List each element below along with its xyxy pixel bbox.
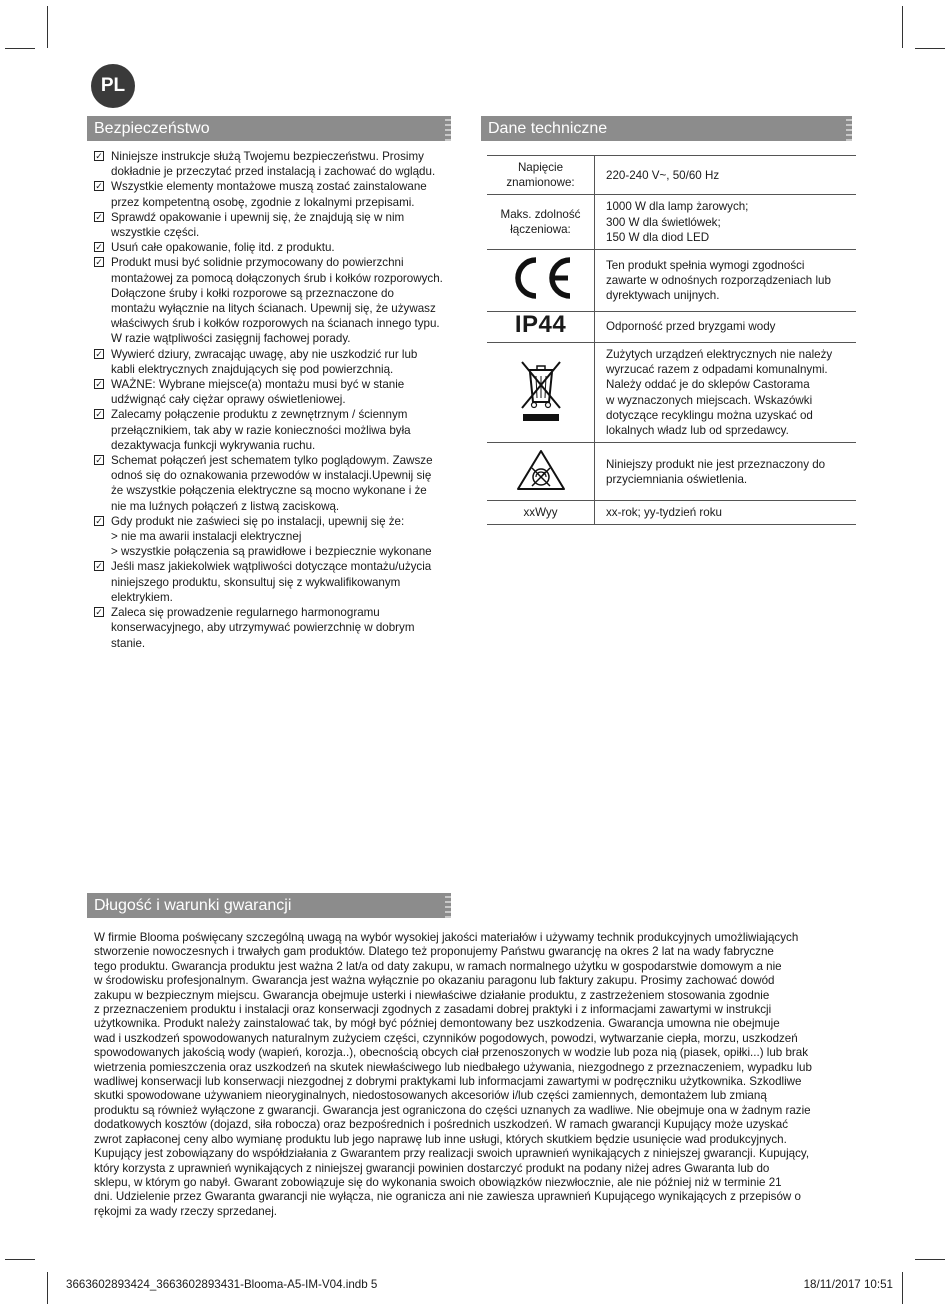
list-item-text: udźwignąć cały ciężar oprawy oświetleniowej.	[111, 393, 346, 407]
list-item-text: nie ma luźnych połączeń z listwą zaciskową.	[111, 499, 340, 513]
table-row	[487, 443, 856, 501]
warranty-line: dni. Udzielenie przez Gwaranta gwarancji nie wyłącza, nie ogranicza ani nie zawiesza uprawnień Kupującego wynikających z przepisów o	[94, 1190, 801, 1204]
list-item-text: dokładnie je przeczytać przed instalacją i zachować do wglądu.	[111, 165, 436, 179]
list-item-text: > wszystkie połączenia są prawidłowe i bezpiecznie wykonane	[111, 545, 432, 559]
warranty-line: wadliwej konserwacji lub konserwacji niezgodnej z dobrymi praktykami lub informacjami zawartymi w podręczniku użytkownika. Szkodliwe	[94, 1075, 802, 1089]
list-item	[94, 179, 469, 209]
list-item-text: kabli elektrycznych znajdujących się pod powierzchnią.	[111, 362, 394, 376]
checkbox-checked-icon: ✓	[95, 607, 103, 618]
weee-cell	[487, 343, 595, 443]
crop-mark	[902, 1272, 903, 1304]
table-row	[487, 501, 856, 525]
list-item-text: wszystkie części.	[111, 226, 200, 240]
table-row	[487, 250, 856, 312]
list-item-text: Dołączone śruby i kołki rozporowe są przeznaczone do	[111, 286, 394, 300]
checkbox-checked-icon: ✓	[95, 379, 103, 390]
list-item-text: przełącznikiem, tak aby w razie konieczności możliwa była	[111, 423, 411, 437]
warranty-line: tego produktu. Gwarancja produktu jest ważna 2 lat/a od daty zakupu, w ramach normalnego użytku w gospodarstwie domowym a nie	[94, 959, 782, 973]
list-item	[94, 514, 469, 560]
ce-mark-value: Ten produkt spełnia wymogi zgodności zawarte w odnośnych rozporządzeniach lub dyrektywach unijnych.	[595, 250, 857, 312]
rated-voltage-value: 220-240 V~, 50/60 Hz	[595, 156, 857, 195]
safety-section-title: Bezpieczeństwo	[87, 116, 448, 141]
list-item-text: Niniejsze instrukcje służą Twojemu bezpieczeństwu. Prosimy	[111, 150, 424, 163]
list-item	[94, 240, 469, 255]
footer-file-name: 3663602893424_3663602893431-Blooma-A5-IM-V04.indb 5	[66, 1278, 378, 1291]
warranty-line: wietrzenia pomieszczenia oraz uszkodzeń na skutek niewłaściwego lub niedbałego używania, niezgodnego z przeznaczeniem, wypadku lub	[94, 1060, 812, 1074]
warranty-line: użytkownika. Produkt należy zainstalować tak, by mógł być później demontowany bez uszkodzenia. Gwarancja umowna nie obejmuje	[94, 1017, 780, 1031]
ce-mark-cell	[487, 250, 595, 312]
list-item-text: odnoś się do oznakowania przewodów w instalacji.Upewnij się	[111, 469, 432, 483]
list-item-text: Produkt musi być solidnie przymocowany do powierzchni	[111, 256, 404, 270]
ip-rating-label: IP44	[487, 312, 595, 343]
max-load-label: Maks. zdolność łączeniowa:	[487, 195, 595, 250]
warranty-line: zwrot zapłaconej ceny albo wymianę produktu lub jego naprawę lub inne usługi, których skutkiem będzie usunięcie wad produkcyjnych.	[94, 1132, 787, 1146]
crop-mark	[47, 1272, 48, 1304]
checkbox-checked-icon: ✓	[95, 211, 103, 222]
list-item-text: że wszystkie połączenia elektryczne są mocno wykonane i że	[111, 484, 427, 498]
table-row	[487, 312, 856, 343]
checkbox-checked-icon: ✓	[95, 151, 103, 161]
warranty-line: z przeznaczeniem produktu i instalacji oraz konserwacji zgodnych z zasadami dobrej praktyki i z informacjami zawartymi w instrukcji	[94, 1003, 772, 1017]
list-item-text: montażowej za pomocą dołączonych śrub i kołków rozporowych.	[111, 271, 443, 285]
table-row	[487, 156, 856, 195]
warranty-line: zakupu w bezpiecznym miejscu. Gwarancja obejmuje usterki i niewłaściwe działanie produktu, z zastrzeżeniem stosowania zgodnie	[94, 988, 770, 1002]
warranty-line: skutki spowodowane używaniem nieoryginalnych, niedostosowanych akcesoriów i/lub części zamiennych, demontażem lub zmianą	[94, 1089, 767, 1103]
table-row	[487, 343, 856, 443]
weee-value: Zużytych urządzeń elektrycznych nie należy wyrzucać razem z odpadami komunalnymi. Należy oddać je do sklepów Castorama w wyznaczonych miejscach. Wskazówki dotyczące recyklingu można uzyskać od lokalnych władz lub od sprzedawcy.	[595, 343, 857, 443]
list-item-text: stanie.	[111, 636, 146, 650]
ce-mark-icon	[506, 254, 576, 302]
crop-mark	[5, 48, 35, 49]
rated-voltage-label: Napięcie znamionowe:	[487, 156, 595, 195]
warranty-text	[94, 931, 854, 1219]
list-item-text: niniejszego produktu, skonsultuj się z wykwalifikowanym	[111, 575, 401, 589]
crop-mark	[5, 1259, 35, 1260]
list-item-text: Usuń całe opakowanie, folię itd. z produktu.	[111, 241, 335, 255]
list-item-text: WAŻNE: Wybrane miejsce(a) montażu musi być w stanie	[111, 378, 405, 392]
list-item	[94, 347, 469, 377]
list-item-text: elektrykiem.	[111, 590, 173, 604]
checkbox-checked-icon: ✓	[95, 257, 103, 268]
warranty-line: sklepu, w którym go nabył. Gwarant zobowiązuje się do wykonania swoich obowiązków niezwłocznie, ale nie później niż w terminie 21	[94, 1175, 782, 1189]
warranty-line: W firmie Blooma poświęcany szczególną uwagą na wybór wysokiej jakości materiałów i używamy technik produkcyjnych umożliwiających	[94, 931, 799, 944]
date-code-label: xxWyy	[487, 501, 595, 525]
max-load-value: 1000 W dla lamp żarowych; 300 W dla świetlówek; 150 W dla diod LED	[595, 195, 857, 250]
list-item-text: W razie wątpliwości zasięgnij fachowej porady.	[111, 332, 351, 346]
list-item	[94, 149, 469, 179]
list-item-text: Wszystkie elementy montażowe muszą zostać zainstalowane	[111, 180, 427, 194]
list-item	[94, 407, 469, 453]
ip-rating-value: Odporność przed bryzgami wody	[595, 312, 857, 343]
checkbox-checked-icon: ✓	[95, 181, 103, 192]
list-item-text: Zaleca się prowadzenie regularnego harmonogramu	[111, 606, 380, 620]
list-item	[94, 255, 469, 346]
checkbox-checked-icon: ✓	[95, 242, 103, 253]
warranty-line: rękojmi za wady rzeczy sprzedanej.	[94, 1204, 277, 1218]
safety-instructions-list	[94, 149, 469, 651]
checkbox-checked-icon: ✓	[95, 515, 103, 526]
no-dimmer-icon	[515, 448, 567, 492]
checkbox-checked-icon: ✓	[95, 348, 103, 359]
list-item-text: Wywierć dziury, zwracając uwagę, aby nie uszkodzić rur lub	[111, 347, 418, 361]
list-item-text: Gdy produkt nie zaświeci się po instalacji, upewnij się że:	[111, 514, 405, 528]
date-code-value: xx-rok; yy-tydzień roku	[595, 501, 857, 525]
crop-mark	[915, 48, 945, 49]
list-item-text: Jeśli masz jakiekolwiek wątpliwości dotyczące montażu/użycia	[111, 560, 432, 574]
crop-mark	[47, 6, 48, 48]
warranty-section-title: Długość i warunki gwarancji	[87, 893, 448, 918]
list-item-text: > nie ma awarii instalacji elektrycznej	[111, 530, 302, 544]
list-item-text: przez kompetentną osobę, zgodnie z lokalnymi przepisami.	[111, 195, 415, 209]
weee-crossed-bin-icon	[519, 358, 563, 424]
warranty-line: który korzysta z uprawnień wynikających z niniejszej gwarancji powinien dostarczyć produkt na podany niżej adres Gwaranta lub do	[94, 1161, 770, 1175]
checkbox-checked-icon: ✓	[95, 455, 103, 466]
language-badge: PL	[91, 64, 135, 108]
list-item	[94, 559, 469, 605]
warranty-line: dodatkowych kosztów (dojazd, siła robocza) oraz bezpośrednich i pośrednich uszkodzeń. W ramach gwarancji Kupujący może uzyskać	[94, 1118, 789, 1132]
list-item-text: Sprawdź opakowanie i upewnij się, że znajdują się w nim	[111, 210, 405, 224]
list-item-text: konserwacyjnego, aby utrzymywać powierzchnię w dobrym	[111, 621, 415, 635]
list-item-text: Zalecamy połączenie produktu z zewnętrznym / ściennym	[111, 408, 408, 422]
list-item	[94, 210, 469, 240]
no-dimmer-cell	[487, 443, 595, 501]
list-item-text: właściwych śrub i kołków rozporowych na ścianach innego typu.	[111, 317, 440, 331]
list-item	[94, 453, 469, 514]
no-dimmer-value: Niniejszy produkt nie jest przeznaczony do przyciemniania oświetlenia.	[595, 443, 857, 501]
checkbox-checked-icon: ✓	[95, 561, 103, 572]
list-item	[94, 605, 469, 651]
checkbox-checked-icon: ✓	[95, 409, 103, 420]
crop-mark	[902, 6, 903, 48]
crop-mark	[915, 1259, 945, 1260]
warranty-line: produktu są również wyłączone z gwarancji. Gwarancja jest ograniczona do części uznanych za wadliwe. Nie obejmuje ona w żadnym razie	[94, 1103, 811, 1117]
list-item-text: dezaktywacja funkcji wykrywania ruchu.	[111, 438, 316, 452]
list-item-text: Schemat połączeń jest schematem tylko poglądowym. Zawsze	[111, 454, 433, 468]
tech-data-table	[487, 155, 856, 525]
table-row	[487, 195, 856, 250]
warranty-line: Kupujący jest zobowiązany do współdziałania z Gwarantem przy realizacji swoich uprawnień wynikających z niniejszej gwarancji. Kupujący,	[94, 1147, 810, 1161]
footer-date: 18/11/2017 10:51	[803, 1278, 893, 1291]
warranty-line: stworzenie nowoczesnych i trwałych gam produktów. Dlatego też proponujemy Państwu gwarancję na okres 2 lat na wady fabryczne	[94, 945, 774, 959]
warranty-line: wad i uszkodzeń spowodowanych naturalnym zużyciem części, czynników pogodowych, powodzi, wytwarzanie ciepła, morzu, uszkodzeń	[94, 1031, 798, 1045]
list-item-text: montażu wyłącznie na litych ścianach. Upewnij się, że używasz	[111, 302, 436, 316]
warranty-line: w środowisku profesjonalnym. Gwarancja jest ważna wyłącznie po okazaniu paragonu lub faktury zakupu. Prosimy zachować dowód	[94, 974, 775, 988]
list-item	[94, 377, 469, 407]
warranty-line: spowodowanych jakością wody (wapień, korozja..), obecnością obcych ciał przenoszonych w wodzie lub poza nią (piasek, opiłki...) lub brak	[94, 1046, 809, 1060]
tech-section-title: Dane techniczne	[481, 116, 849, 141]
